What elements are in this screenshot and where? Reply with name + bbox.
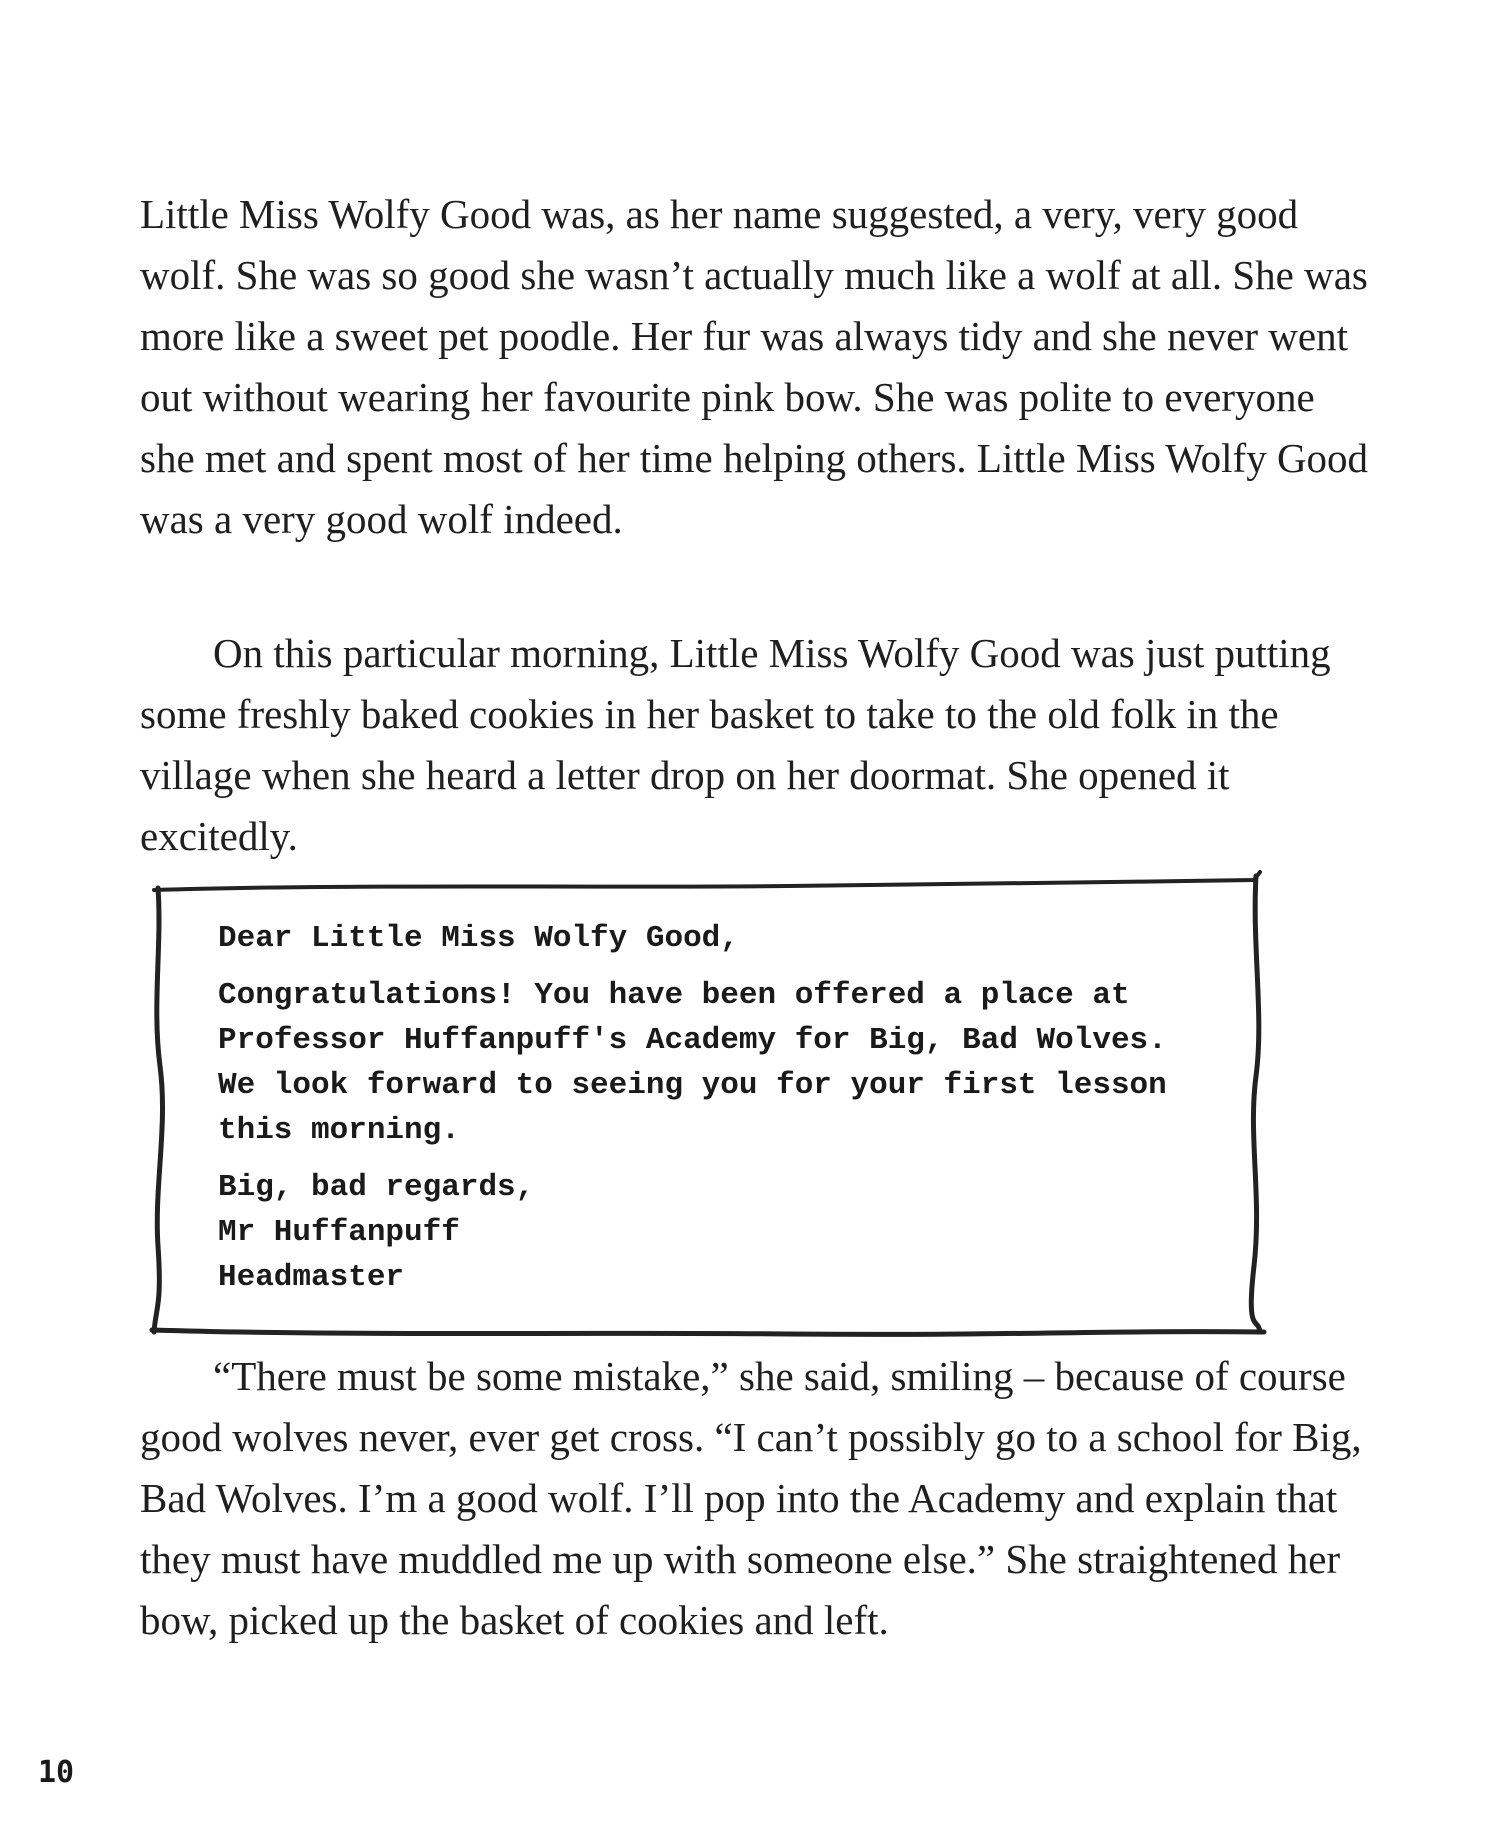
letter-body-line: Professor Huffanpuff's Academy for Big, Bad Wolves. (218, 1023, 1167, 1058)
page-number: 10 (38, 1755, 75, 1790)
letter-body-line: Congratulations! You have been offered a place at (218, 978, 1130, 1013)
paragraph-response: “There must be some mistake,” she said, smiling – because of course good wolves never, ever get cross. “I can’t possibly go to a school for Big, Bad Wolves. I’m a good wolf. I’ll pop into the Academy and explain that they must have muddled me up with someone else.” She straightened her bow, picked up the basket of cookies and left. (140, 1353, 1362, 1643)
letter-body-line: this morning. (218, 1113, 460, 1148)
paragraph-morning: On this particular morning, Little Miss Wolfy Good was just putting some freshly baked cookies in her basket to take to the old folk in the village when she heard a letter drop on her doormat. She opened it excitedly. (140, 630, 1331, 859)
paragraph-intro: Little Miss Wolfy Good was, as her name suggested, a very, very good wolf. She was so good she wasn’t actually much like a wolf at all. She was more like a sweet pet poodle. Her fur was always tidy and she never went out without wearing her favourite pink bow. She was polite to everyone she met and spent most of her time helping others. Little Miss Wolfy Good was a very good wolf indeed. (140, 191, 1369, 542)
letter (218, 916, 1238, 1300)
letter-role: Headmaster (218, 1260, 405, 1295)
letter-signature: Mr Huffanpuff (218, 1215, 460, 1250)
letter-signoff: Big, bad regards, (218, 1170, 535, 1205)
letter-body-line: We look forward to seeing you for your first lesson (218, 1068, 1167, 1103)
letter-greeting: Dear Little Miss Wolfy Good, (218, 921, 739, 956)
